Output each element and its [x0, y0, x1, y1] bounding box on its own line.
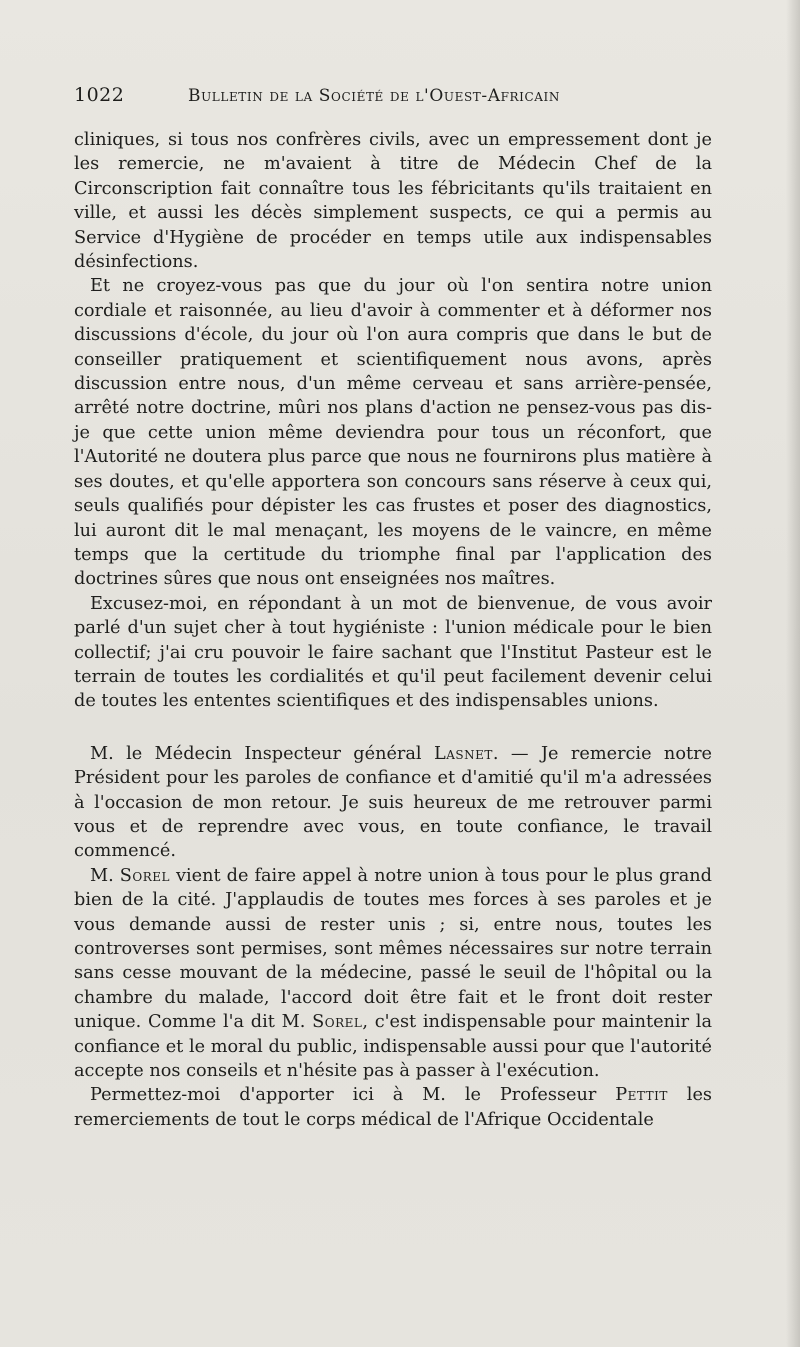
page-header [74, 84, 714, 114]
name-sorel-2: Sorel [312, 1012, 363, 1033]
speaker-prefix: M. le Médecin Inspecteur général [90, 743, 434, 764]
paragraph-5 [74, 864, 712, 1084]
paragraph-6 [74, 1083, 712, 1132]
paragraph-1: cliniques, si tous nos confrères civils, avec un empressement dont je les remercie, ne m'avaient à titre de Médecin Chef de la Circonscription fait connaître tous les fébricitants qu'ils traitaient en ville, et aussi les décès simplement suspects, ce qui a permis au Service d'Hygiène de procéder en temps utile aux indispensables désinfections. [74, 130, 712, 273]
name-pettit: Pettit [615, 1085, 668, 1106]
speaker-name-lasnet: Lasnet [433, 743, 493, 764]
page-number: 1022 [74, 84, 125, 106]
page-edge-shadow [786, 0, 800, 1347]
paragraph-6-prefix: Permettez-moi d'apporter ici à M. le Professeur [90, 1085, 616, 1106]
paragraph-3: Excusez-moi, en répondant à un mot de bienvenue, de vous avoir parlé d'un sujet cher à tout hygiéniste : l'union médicale pour le bien collectif; j'ai cru pouvoir le faire sachant que l'Institut Pasteur est le terrain de toutes les cordialités et qu'il peut facilement devenir celui de toutes les ententes scientifiques et des indispensables unions. [74, 593, 712, 712]
paragraph-6-text: les remerciements de tout le corps médical de l'Afrique Occidentale [74, 1085, 712, 1130]
paragraph-4-lasnet-speech [74, 742, 712, 864]
paragraph-5-end: , c'est indispensable pour maintenir la confiance et le moral du public, indispensable aussi pour que l'autorité accepte nos conseils et n'hésite pas à passer à l'exécution. [74, 1012, 712, 1082]
paragraph-5-middle: vient de faire appel à notre union à tous pour le plus grand bien de la cité. J'applaudis de toutes mes forces à ses paroles et je vous demande aussi de rester unis ; si, entre nous, toutes les controverses sont permises, sont mêmes nécessaires sur notre terrain sans cesse mouvant de la médecine, passé le seuil de l'hôpital ou la chambre du malade, l'accord doit être fait et le front doit rester unique. Comme l'a dit M. [74, 865, 712, 1033]
body-text [74, 128, 712, 1132]
speech-text: . — Je remercie notre Président pour les paroles de confiance et d'amitié qu'il m'a adressées à l'occasion de mon retour. Je suis heureux de me retrouver parmi vous et de reprendre avec vous, en toute confiance, le travail commencé. [74, 743, 713, 862]
name-sorel-1: Sorel [119, 865, 170, 886]
paragraph-2: Et ne croyez-vous pas que du jour où l'on sentira notre union cordiale et raisonnée, au lieu d'avoir à commenter et à déformer nos discussions d'école, du jour où l'on aura compris que dans le but de conseiller pratiquement et scientifiquement nous avons, après discussion entre nous, d'un même cerveau et sans arrière-pensée, arrêté notre doctrine, mûri nos plans d'action ne pensez-vous pas dis-je que cette union même deviendra pour tous un réconfort, que l'Autorité ne doutera plus parce que nous ne fournirons plus matière à ses doutes, et qu'elle apportera son concours sans réserve à ceux qui, seuls qualifiés pour dépister les cas frustes et poser des diagnostics, lui auront dit le mal menaçant, les moyens de le vaincre, en même temps que la certitude du triomphe final par l'application des doctrines sûres que nous ont enseignées nos maîtres. [74, 276, 712, 590]
running-title: Bulletin de la Société de l'Ouest-Africain [188, 86, 560, 106]
paragraph-5-prefix: M. [90, 865, 120, 886]
